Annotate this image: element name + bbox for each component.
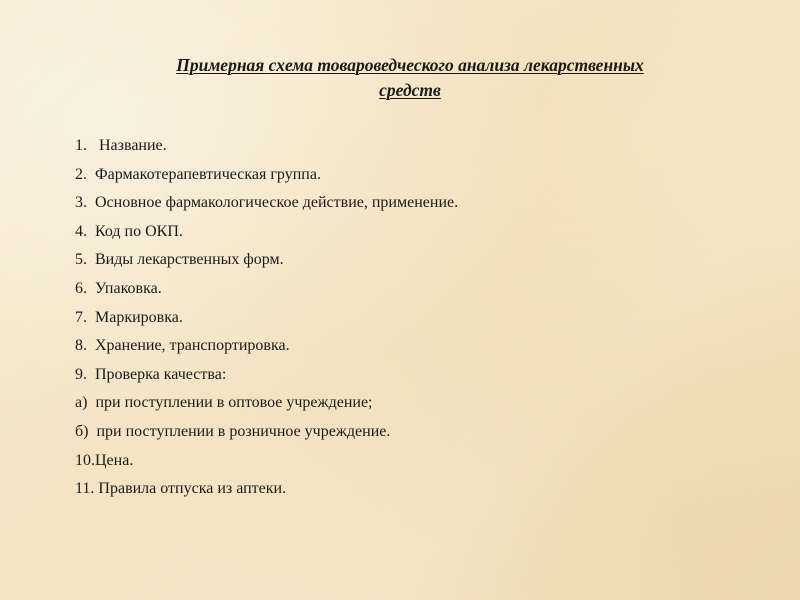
list-item-number: 4. xyxy=(75,222,95,240)
list-item-text: Маркировка. xyxy=(95,308,183,326)
list-item-number: 7. xyxy=(75,308,95,326)
list-item-number: 2. xyxy=(75,165,95,183)
list-item xyxy=(75,193,458,213)
list-item-text: Цена. xyxy=(95,451,134,469)
list-item xyxy=(75,222,458,242)
list-item-text: Правила отпуска из аптеки. xyxy=(98,480,287,498)
analysis-scheme-list xyxy=(75,136,458,508)
list-item xyxy=(75,451,458,471)
list-item xyxy=(75,422,458,442)
slide-title-line-1: Примерная схема товароведческого анализа лекарственных xyxy=(176,55,644,75)
list-item xyxy=(75,393,458,413)
list-item-text: Проверка качества: xyxy=(95,365,227,383)
list-item xyxy=(75,136,458,156)
list-item xyxy=(75,479,458,499)
list-item-text: при поступлении в розничное учреждение. xyxy=(96,422,391,440)
list-item-text: Хранение, транспортировка. xyxy=(95,337,290,355)
list-item-text: Виды лекарственных форм. xyxy=(95,251,284,269)
slide-title-line-2: средств xyxy=(379,80,441,100)
list-item xyxy=(75,336,458,356)
list-item-number: 5. xyxy=(75,251,95,269)
list-item-number: 6. xyxy=(75,279,95,297)
list-item-number: а) xyxy=(75,394,96,412)
list-item-text: Основное фармакологическое действие, применение. xyxy=(95,194,459,212)
list-item-number: 3. xyxy=(75,194,95,212)
list-item-number: 1. xyxy=(75,137,99,154)
list-item xyxy=(75,365,458,385)
list-item-text: Название. xyxy=(99,137,167,154)
slide-title xyxy=(100,53,720,103)
list-item-text: при поступлении в оптовое учреждение; xyxy=(95,394,373,412)
list-item-text: Фармакотерапевтическая группа. xyxy=(95,165,321,183)
list-item-number: б) xyxy=(75,422,97,440)
list-item-number: 8. xyxy=(75,337,95,355)
list-item-number: 11. xyxy=(75,480,99,498)
list-item xyxy=(75,250,458,270)
list-item-number: 9. xyxy=(75,365,95,383)
list-item-number: 10. xyxy=(75,451,95,469)
list-item xyxy=(75,165,458,185)
list-item-text: Код по ОКП. xyxy=(95,222,183,240)
list-item xyxy=(75,279,458,299)
list-item-text: Упаковка. xyxy=(95,279,162,297)
list-item xyxy=(75,308,458,328)
